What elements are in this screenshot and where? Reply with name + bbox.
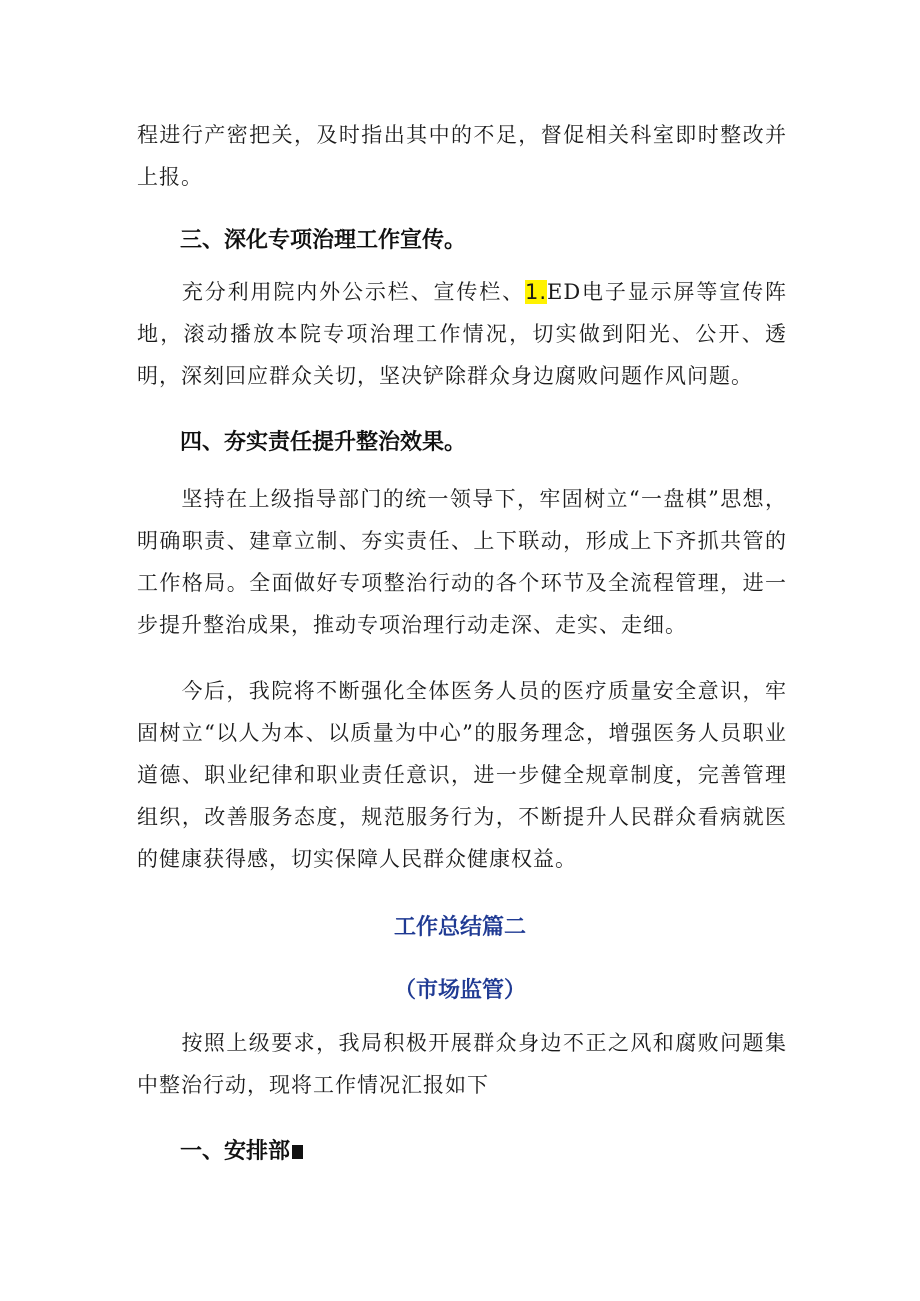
part2-intro-text: 按照上级要求，我局积极开展群众身边不正之风和腐败问题集中整治行动，现将工作情况汇报如下	[137, 1031, 787, 1097]
section4-paragraph	[137, 478, 787, 646]
section4-text: 坚持在上级指导部门的统一领导下，牢固树立“一盘棋”思想，明确职责、建章立制、夯实责任、上下联动，形成上下齐抓共管的工作格局。全面做好专项整治行动的各个环节及全流程管理，进一步提升整治成果，推动专项治理行动走深、走实、走细。	[137, 487, 787, 637]
part2-section1-heading	[180, 1137, 303, 1167]
highlighted-text: 1.	[524, 280, 547, 304]
section3-text-after: ED电子显示屏等宣传阵地，滚动播放本院专项治理工作情况，切实做到阳光、公开、透明，深刻回应群众关切，坚决铲除群众身边腐败问题作风问题。	[137, 280, 788, 388]
closing-paragraph	[137, 670, 787, 880]
section3-text-before: 充分利用院内外公示栏、宣传栏、	[181, 280, 525, 304]
continuation-text: 程进行产密把关，及时指出其中的不足，督促相关科室即时整改并上报。	[137, 123, 787, 189]
section4-heading: 四、夯实责任提升整治效果。	[180, 430, 467, 455]
truncation-square-icon	[292, 1145, 303, 1159]
section3-heading: 三、深化专项治理工作宣传。	[180, 228, 467, 253]
part2-intro-paragraph	[137, 1022, 787, 1106]
part2-section1-heading-text: 一、安排部	[180, 1139, 291, 1164]
part2-subtitle: （市场监管）	[393, 978, 526, 1003]
part2-title: 工作总结篇二	[393, 915, 526, 940]
continuation-paragraph	[137, 114, 787, 198]
section3-paragraph	[137, 271, 787, 397]
closing-text: 今后，我院将不断强化全体医务人员的医疗质量安全意识，牢固树立“以人为本、以质量为中心”的服务理念，增强医务人员职业道德、职业纪律和职业责任意识，进一步健全规章制度，完善管理组织，改善服务态度，规范服务行为，不断提升人民群众看病就医的健康获得感，切实保障人民群众健康权益。	[137, 679, 787, 871]
